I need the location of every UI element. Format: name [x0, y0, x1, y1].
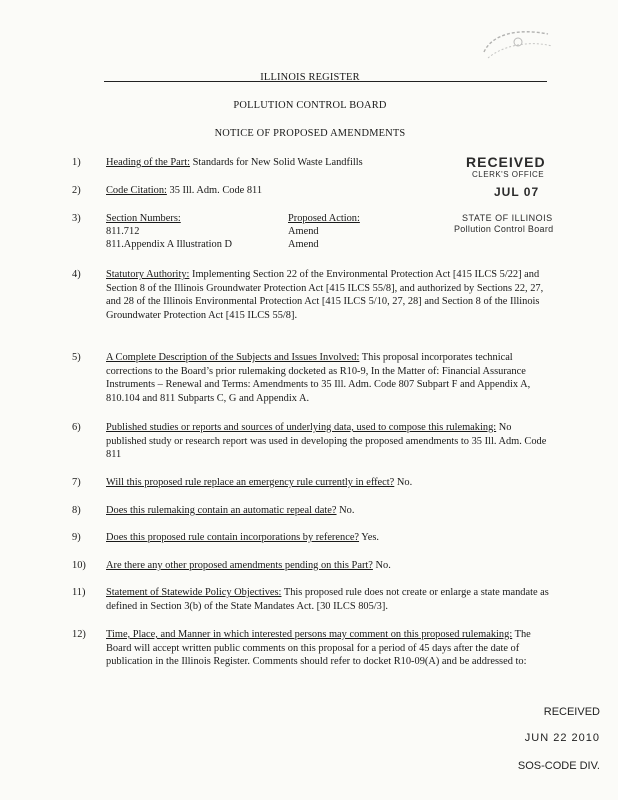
item-body [106, 268, 552, 322]
item-body [106, 559, 552, 573]
item-text: Implementing Section 22 of the Environmental Protection Act [415 ILCS 5/22] and Section 8 of the Illinois Groundwater Protection Act [415 ILCS 55/8], and authorized by Sections 22, 27, and 28 of the Illinois Environmental Protection Act [415 ILCS 5/10, 27, 28] and Section 8 of the Illinois Groundwater Protection Act [415 ILCS 55/8]. [106, 269, 544, 321]
item-label: Code Citation: [106, 185, 167, 196]
item-number: 4) [72, 269, 81, 280]
item-text: Yes. [359, 532, 379, 543]
circular-stamp-mark [478, 26, 558, 62]
item-text: Standards for New Solid Waste Landfills [189, 157, 363, 168]
item-number: 3) [72, 213, 81, 224]
stamp-bottom-date: JUN 22 2010 [524, 732, 600, 744]
item-body [106, 421, 552, 462]
stamp-state: STATE OF ILLINOIS [462, 213, 553, 223]
stamp-clerk-office: CLERK'S OFFICE [472, 170, 545, 179]
proposed-action-label: Proposed Action: [288, 213, 360, 224]
item-number: 8) [72, 505, 81, 516]
item-text: No published study or research report was used in developing the proposed amendments to 35 Ill. Adm. Code 811 [106, 422, 547, 460]
item-body [106, 586, 552, 613]
item-label: A Complete Description of the Subjects and Issues Involved: [106, 352, 360, 363]
action-cell: Amend [288, 239, 319, 250]
item-body [106, 504, 552, 518]
item-number: 7) [72, 477, 81, 488]
stamp-bottom-received: RECEIVED [543, 706, 600, 718]
received-stamp [438, 156, 588, 246]
register-heading: ILLINOIS REGISTER [260, 72, 360, 83]
item-label: Heading of the Part: [106, 157, 190, 168]
item-label: Are there any other proposed amendments pending on this Part? [106, 560, 373, 571]
item-number: 11) [72, 587, 86, 598]
item-number: 12) [72, 629, 86, 640]
stamp-date: JUL 07 [494, 185, 540, 199]
item-text: The Board will accept written public comments on this proposal for a period of 45 days after the date of publication in the Illinois Register. Comments should refer to docket R10-09(A) and be addressed to: [106, 629, 531, 667]
item-text: No. [336, 505, 355, 516]
notice-heading: NOTICE OF PROPOSED AMENDMENTS [214, 128, 406, 139]
item-body [106, 184, 552, 198]
item-label: Does this proposed rule contain incorporations by reference? [106, 532, 360, 543]
item-label: Statutory Authority: [106, 269, 190, 280]
item-text: This proposal incorporates technical corrections to the Board’s prior rulemaking docketed as R10-9, In the Matter of: Financial Assurance Instruments – Renewal and Terms: Amendments to 35 Ill. Adm. Code 807 Subpart F and Appendix A, 810.104 and 811 Subparts C, G and Appendix A. [106, 352, 531, 404]
item-number: 10) [72, 560, 86, 571]
item-body [106, 628, 552, 669]
action-cell: Amend [288, 226, 319, 237]
section-cell: 811.Appendix A Illustration D [106, 239, 233, 250]
item-number: 6) [72, 422, 81, 433]
item-body [106, 351, 552, 405]
stamp-board: Pollution Control Board [454, 224, 554, 234]
item-number: 2) [72, 185, 81, 196]
item-number: 1) [72, 157, 81, 168]
item-text: No. [372, 560, 391, 571]
item-body [106, 531, 552, 545]
item-body [106, 476, 552, 490]
item-body [106, 156, 552, 170]
item-number: 5) [72, 352, 81, 363]
item-label: Will this proposed rule replace an emergency rule currently in effect? [106, 477, 395, 488]
item-label: Time, Place, and Manner in which interested persons may comment on this proposed rulemaking: [106, 629, 513, 640]
section-numbers-label: Section Numbers: [106, 213, 181, 224]
section-cell: 811.712 [106, 226, 140, 237]
stamp-bottom-office: SOS-CODE DIV. [517, 760, 600, 772]
item-label: Statement of Statewide Policy Objectives: [106, 587, 282, 598]
item-text: This proposed rule does not create or enlarge a state mandate as defined in Section 3(b) of the State Mandates Act. [30 ILCS 805/3]. [106, 587, 549, 612]
item-text: 35 Ill. Adm. Code 811 [166, 185, 263, 196]
item-label: Published studies or reports and sources of underlying data, used to compose this rulemaking: [106, 422, 497, 433]
board-heading: POLLUTION CONTROL BOARD [233, 100, 387, 111]
header-rule [104, 81, 547, 82]
item-text: No. [394, 477, 413, 488]
stamp-received-text: RECEIVED [466, 154, 546, 170]
item-label: Does this rulemaking contain an automatic repeal date? [106, 505, 337, 516]
item-number: 9) [72, 532, 81, 543]
